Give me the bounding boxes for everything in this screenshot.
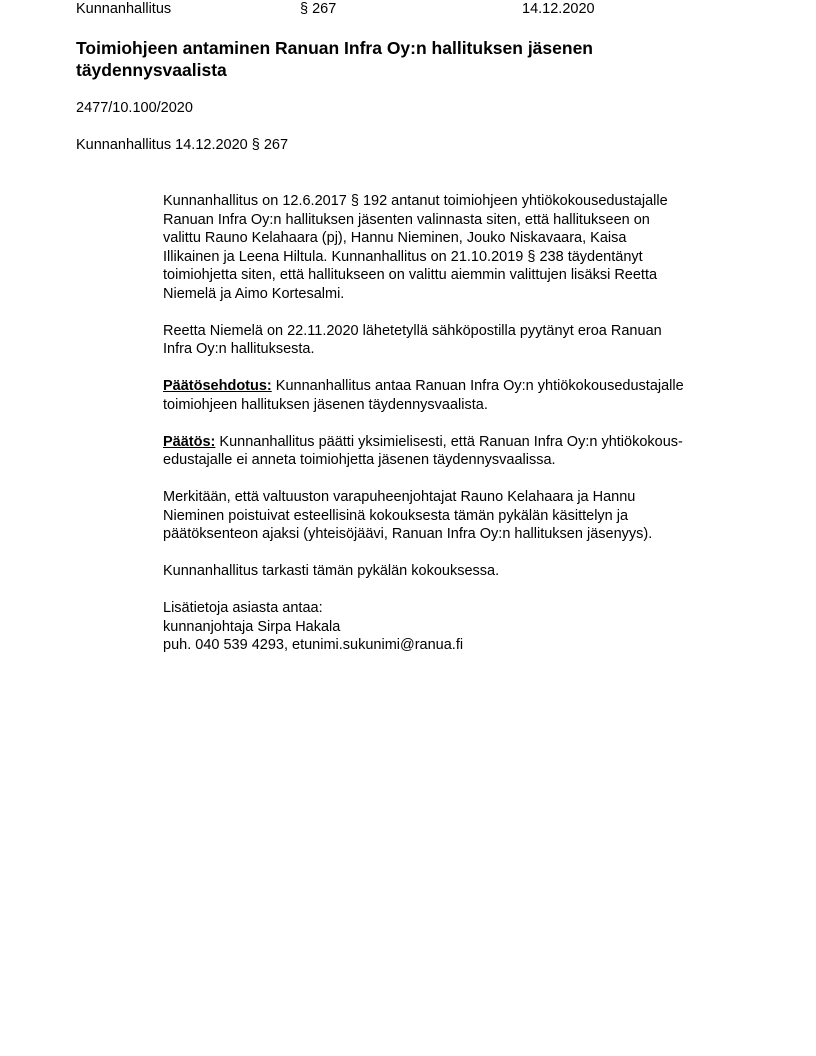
text-line: Merkitään, että valtuuston varapuheenjohtajat Rauno Kelahaara ja Hannu (163, 489, 636, 505)
decision-text: Kunnanhallitus päätti yksimielisesti, että Ranuan Infra Oy:n yhtiökokous- (215, 433, 683, 450)
review-paragraph: Kunnanhallitus tarkasti tämän pykälän kokouksessa. (163, 563, 500, 579)
header-body-name: Kunnanhallitus (76, 1, 172, 17)
text-line: Niemelä ja Aimo Kortesalmi. (163, 285, 345, 302)
diary-number: 2477/10.100/2020 (76, 100, 193, 116)
text-line: toimiohjetta siten, että hallitukseen on valittu aiemmin valittujen lisäksi Reetta (163, 267, 658, 283)
header-date: 14.12.2020 (522, 1, 595, 17)
proposal-first-line (163, 377, 748, 396)
text-line: Kunnanhallitus on 12.6.2017 § 192 antanut toimiohjeen yhtiökokousedustajalle (163, 193, 668, 209)
text-line: Infra Oy:n hallituksesta. (163, 341, 315, 357)
contact-person: kunnanjohtaja Sirpa Hakala (163, 618, 341, 635)
contact-paragraph (163, 599, 748, 655)
text-line: toimiohjeen hallituksen jäsenen täydennysvaalista. (163, 396, 488, 413)
proposal-text: Kunnanhallitus antaa Ranuan Infra Oy:n yhtiökokousedustajalle (271, 378, 684, 394)
text-line: Reetta Niemelä on 22.11.2020 lähetetyllä sähköpostilla pyytänyt eroa Ranuan (163, 322, 662, 339)
decision-first-line (163, 433, 748, 452)
background-paragraph (163, 192, 748, 303)
disqualification-paragraph (163, 488, 748, 544)
resignation-paragraph (163, 322, 748, 359)
text-line: Ranuan Infra Oy:n hallituksen jäsenten valinnasta siten, että hallitukseen on (163, 211, 650, 228)
contact-heading: Lisätietoja asiasta antaa: (163, 600, 323, 616)
contact-details: puh. 040 539 4293, etunimi.sukunimi@ranua.fi (163, 637, 464, 653)
header-paragraph-number: § 267 (300, 1, 337, 17)
text-line: Illikainen ja Leena Hiltula. Kunnanhallitus on 21.10.2019 § 238 täydentänyt (163, 248, 643, 265)
text-line: valittu Rauno Kelahaara (pj), Hannu Nieminen, Jouko Niskavaara, Kaisa (163, 230, 627, 246)
title-line: Toimiohjeen antaminen Ranuan Infra Oy:n hallituksen jäsenen (76, 38, 593, 58)
meeting-reference: Kunnanhallitus 14.12.2020 § 267 (76, 137, 289, 153)
document-title (76, 37, 716, 81)
text-line: Nieminen poistuivat esteellisinä kokouksesta tämän pykälän käsittelyn ja (163, 507, 629, 524)
decision-paragraph (163, 433, 748, 470)
title-line: täydennysvaalista (76, 60, 227, 80)
document-body (163, 192, 748, 673)
proposal-label: Päätösehdotus: (163, 378, 272, 394)
decision-label: Päätös: (163, 433, 216, 450)
proposal-paragraph (163, 377, 748, 414)
text-line: päätöksenteon ajaksi (yhteisöjäävi, Ranuan Infra Oy:n hallituksen jäsenyys). (163, 526, 653, 542)
text-line: edustajalle ei anneta toimiohjetta jäsenen täydennysvaalissa. (163, 452, 556, 468)
